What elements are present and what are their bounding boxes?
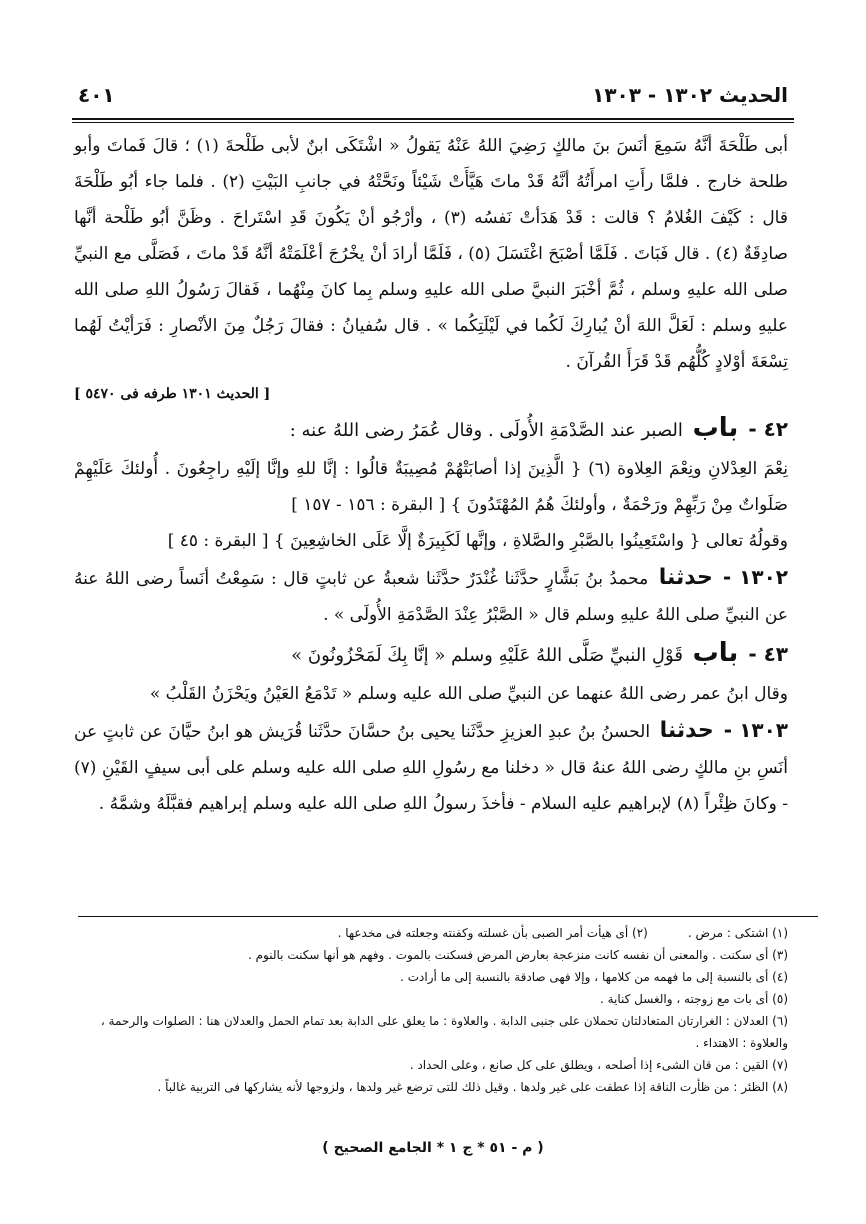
footnote-7: (٧) القين : من قان الشىء إذا أصلحه ، ويطلق على كل صانع ، وعلى الحداد . <box>409 1058 788 1072</box>
hadith-1303-number: ١٣٠٣ - <box>723 718 789 742</box>
footnote-2: (٢) أى هيأت أمر الصبى بأن غسلته وكفنته وجعلته فى مخدعها . <box>337 926 648 940</box>
header-rule-thin <box>72 122 794 123</box>
signature-mark: ( م - ٥١ * ج ١ * الجامع الصحيح ) <box>322 1140 544 1156</box>
chapter-word: باب <box>692 413 739 443</box>
running-header <box>78 78 788 112</box>
chapter-42-body: نِعْمَ العِدْلانِ ونِعْمَ العِلاوة (٦) { الَّذِينَ إذا أصابَتْهُمْ مُصِيبَةٌ قالُوا : إنَّا للهِ وإنَّا إلَيْهِ راجِعُونَ . أُولئكَ عَلَيْهِمْ صَلَواتٌ مِنْ رَبِّهِمْ ورَحْمَةٌ ، وأولئكَ هُمُ المُهْتَدُونَ } [ البقرة : ١٥٦ - ١٥٧ ] <box>74 459 788 515</box>
footnote-4: (٤) أى بالنسبة إلى ما فهمه من كلامها ، وإلا فهى صادقة بالنسبة إلى ما أرادت . <box>400 970 788 984</box>
hadith-1303-text: الحسنُ بنُ عبدِ العزيزِ حدَّثَنا يحيى بنُ حسَّانَ حدَّثَنا قُرَيش هو ابنُ حيَّانَ عن ثابتٍ عن أنَسِ بنِ مالكٍ رضى اللهُ عنهُ قال « دخلنا مع رسُولِ اللهِ صلى الله عليه وسلم على أبى سيفٍ القَيْنِ (٧) - وكانَ ظِئْراً (٨) لإبراهيم عليه السلام - فأخذَ رسولُ اللهِ صلى الله عليه وسلم إبراهيم فقبَّلَهُ وشمَّهُ . <box>74 722 788 814</box>
footnote-3: (٣) أى سكنت . والمعنى أن نفسه كانت منزعجة بعارض المرض فسكنت بالموت . وفهم هو أنها سكنت بالنوم . <box>247 948 788 962</box>
footnotes <box>78 922 788 1098</box>
chapter-43-title: قَوْلِ النبيِّ صَلَّى اللهُ عَلَيْهِ وسلم « إنَّا بِكَ لَمَحْزُونُونَ » <box>291 645 683 666</box>
hadith-1302-number: ١٣٠٢ - <box>722 565 788 589</box>
chapter-word: باب <box>692 638 739 668</box>
haddathana-mark: حدثنا <box>658 565 713 590</box>
hadith-1301-continuation: أبى طَلْحَةَ أنَّهُ سَمِعَ أنَسَ بنَ مالكٍ رَضِيَ اللهُ عَنْهُ يَقولُ « اشْتَكَى ابنٌ لأبى طَلْحةَ (١) ؛ قالَ فَماتَ وأبو طلحة خارج . فلمَّا رأَتِ امرأَتُهُ أنَّهُ قَدْ ماتَ هَيَّأَتْ شَيْئاً ونَحَّتْهُ في جانبِ البَيْتِ (٢) . فلما جاء أبُو طَلْحَةَ قال : كَيْفَ الغُلامُ ؟ قالت : قَدْ هَدَأتْ نَفسُه (٣) ، وأرْجُو أنْ يَكُونَ قَدِ اسْتَراحَ . وظَنَّ أبُو طَلْحة أنَّها صادِقَةٌ (٤) . قال فَبَاتَ . فَلَمَّا أصْبَحَ اغْتَسَلَ (٥) ، فَلَمَّا أرادَ أنْ يخْرُجَ أعْلَمَتْهُ أنَّهُ قَدْ ماتَ ، فَصَلَّى مع النبيِّ صلى الله عليهِ وسلم ، ثُمَّ أخْبَرَ النبيَّ صلى الله عليهِ وسلم بِما كانَ مِنْهُما ، فَقالَ رَسُولُ اللهِ صلى الله عليهِ وسلم : لَعَلَّ اللهَ أنْ يُبارِكَ لَكُما في لَيْلَتِكُما » . قال سُفيانُ : فقالَ رَجُلٌ مِنَ الأنْصارِ : فَرَأيْتُ لَهُما تِسْعَةَ أوْلادٍ كُلُّهُم قَدْ قَرَأَ القُرآنَ . <box>74 136 789 372</box>
header-rule <box>72 118 794 120</box>
chapter-43-number: ٤٣ - <box>748 642 788 666</box>
chapter-42-heading <box>74 408 788 451</box>
footnote-row <box>78 922 788 944</box>
footnote-rule <box>78 916 818 917</box>
chapter-43-body: وقال ابنُ عمر رضى اللهُ عنهما عن النبيِّ صلى الله عليه وسلم « تَدْمَعُ العَيْنُ ويَحْزَنُ القَلْبُ » <box>149 684 788 704</box>
footnote-8: (٨) الظئر : من ظأرت الناقة إذا عطفت على غير ولدها . وقيل ذلك للتى ترضع غير ولدها ، ولزوجها لأنه يشاركها فى التربية غالباً . <box>157 1080 788 1094</box>
chapter-42-title: الصبر عند الصَّدْمَةِ الأُولَى . وقال عُمَرُ رضى اللهُ عنه : <box>289 420 683 441</box>
footnote-5: (٥) أى بات مع زوجته ، والغسل كناية . <box>599 992 788 1006</box>
footnote-6: (٦) العدلان : الغرارتان المتعادلتان تحملان على جنبى الدابة . والعلاوة : ما يعلق على الدابة بعد تمام الحمل والعدلان هنا : الصلوات والرحمة ، والعلاوة : الاهتداء . <box>100 1014 788 1050</box>
haddathana-mark: حدثنا <box>659 718 714 743</box>
footnote-1: (١) اشتكى : مرض . <box>687 926 788 940</box>
cross-reference: [ الحديث ١٣٠١ طرفه فى ٥٤٧٠ ] <box>74 386 271 402</box>
header-title: الحديث ١٣٠٢ - ١٣٠٣ <box>592 83 788 107</box>
chapter-43-heading <box>74 633 788 676</box>
main-text <box>74 128 788 822</box>
hadith-1302 <box>74 559 788 633</box>
chapter-42-number: ٤٢ - <box>748 417 788 441</box>
hadith-1302-text: محمدُ بنُ بَشَّارٍ حدَّثَنا غُنْدَرٌ حدَّثَنا شعبةُ عن ثابتٍ قال : سَمِعْتُ أنَساً رضى اللهُ عنهُ عن النبيِّ صلى اللهُ عليهِ وسلم قال « الصَّبْرُ عِنْدَ الصَّدْمَةِ الأُولَى » . <box>74 569 788 625</box>
page-number: ٤٠١ <box>78 83 115 107</box>
hadith-1303 <box>74 712 788 822</box>
chapter-42-quote: وقولُهُ تعالى { واسْتَعِينُوا بالصَّبْرِ والصَّلاةِ ، وإنَّها لَكَبِيرَةٌ إلَّا عَلَى الخاشِعِينَ } [ البقرة : ٤٥ ] <box>167 531 788 551</box>
